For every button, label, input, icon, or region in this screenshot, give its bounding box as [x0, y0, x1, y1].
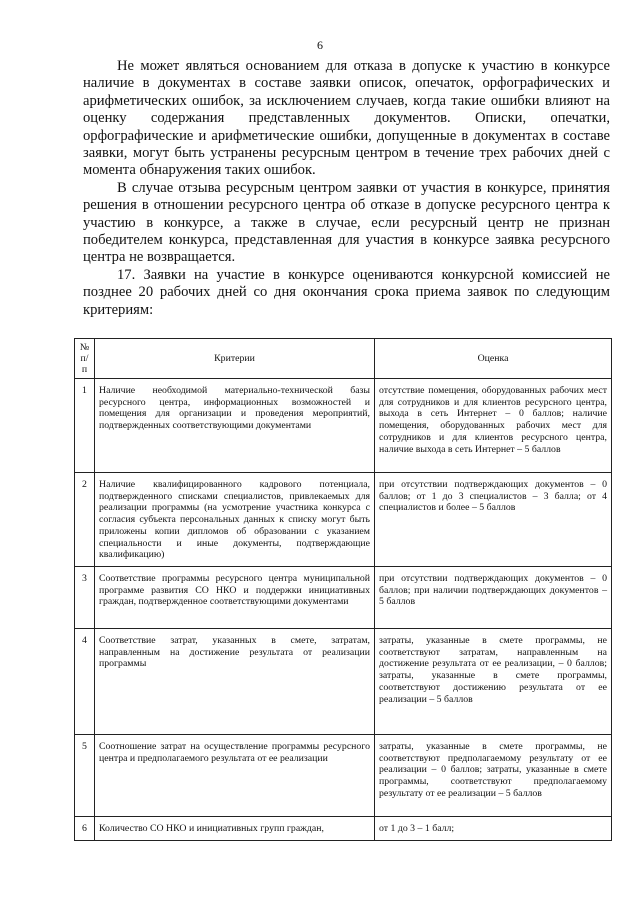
row-criteria: Соответствие программы ресурсного центра муниципальной программе развития СО НКО и поддержки инициативных граждан, подтвержденное соответствующими документами	[95, 567, 375, 629]
row-score: от 1 до 3 – 1 балл;	[375, 817, 612, 841]
row-score: затраты, указанные в смете программы, не соответствуют предполагаемому результату от ее реализации – 0 баллов; затраты, указанные в смете программы, соответствуют предполагаемому результату от ее реализации – 5 баллов	[375, 735, 612, 817]
row-criteria: Наличие необходимой материально-технической базы ресурсного центра, информационных возможностей и помещения для организации и проведения мероприятий, подтвержденных соответствующими документами	[95, 379, 375, 473]
table-row	[75, 735, 612, 817]
table-row	[75, 629, 612, 735]
row-criteria: Количество СО НКО и инициативных групп граждан,	[95, 817, 375, 841]
row-criteria: Соотношение затрат на осуществление программы ресурсного центра и предполагаемого результата от ее реализации	[95, 735, 375, 817]
body-text	[83, 58, 610, 319]
paragraph: 17. Заявки на участие в конкурсе оцениваются конкурсной комиссией не позднее 20 рабочих дней со дня окончания срока приема заявок по следующим критериям:	[83, 266, 610, 318]
row-criteria: Соответствие затрат, указанных в смете, затратам, направленным на достижение результата от реализации программы	[95, 629, 375, 735]
criteria-table	[74, 338, 612, 841]
header-criteria: Критерии	[95, 339, 375, 379]
row-number: 2	[75, 473, 95, 567]
header-score: Оценка	[375, 339, 612, 379]
table-row	[75, 379, 612, 473]
header-number: № п/п	[75, 339, 95, 379]
row-number: 5	[75, 735, 95, 817]
row-criteria: Наличие квалифицированного кадрового потенциала, подтвержденного списками специалистов, привлекаемых для реализации программы (на усмотрение участника конкурса с согласия субъекта персональных данных к списку могут быть приложены копии дипломов об образовании с указанием специальности и иные документы, подтверждающие квалификацию)	[95, 473, 375, 567]
paragraph: В случае отзыва ресурсным центром заявки от участия в конкурсе, принятия решения в отношении ресурсного центра об отказе в допуске ресурсного центра к участию в конкурсе, а также в случае, если ресурсный центр не признан победителем конкурса, представленная для участия в конкурсе заявка ресурсного центра не возвращается.	[83, 179, 610, 266]
row-number: 3	[75, 567, 95, 629]
table-row	[75, 473, 612, 567]
row-score: при отсутствии подтверждающих документов – 0 баллов; от 1 до 3 специалистов – 3 балла; от 4 специалистов и более – 5 баллов	[375, 473, 612, 567]
table-row	[75, 567, 612, 629]
row-score: отсутствие помещения, оборудованных рабочих мест для сотрудников и для клиентов ресурсного центра, выхода в сеть Интернет – 0 баллов; наличие помещения, оборудованных рабочих мест для сотрудников и для клиентов ресурсного центра, наличие выхода в сеть Интернет – 5 баллов	[375, 379, 612, 473]
row-number: 1	[75, 379, 95, 473]
page-number: 6	[317, 38, 323, 52]
table-header-row	[75, 339, 612, 379]
row-number: 6	[75, 817, 95, 841]
row-number: 4	[75, 629, 95, 735]
row-score: при отсутствии подтверждающих документов – 0 баллов; при наличии подтверждающих документов – 5 баллов	[375, 567, 612, 629]
row-score: затраты, указанные в смете программы, не соответствуют затратам, направленным на достижение результата от ее реализации, – 0 баллов; затраты, указанные в смете программы, соответствуют достижению результата от ее реализации – 5 баллов	[375, 629, 612, 735]
table-row	[75, 817, 612, 841]
paragraph: Не может являться основанием для отказа в допуске к участию в конкурсе наличие в документах в составе заявки описок, опечаток, орфографических и арифметических ошибок, за исключением случаев, когда такие ошибки влияют на оценку содержания представленных документов. Описки, опечатки, орфографические и арифметические ошибки, допущенные в документах в составе заявки, могут быть устранены ресурсным центром в течение трех рабочих дней с момента обнаружения таких ошибок.	[83, 58, 610, 179]
